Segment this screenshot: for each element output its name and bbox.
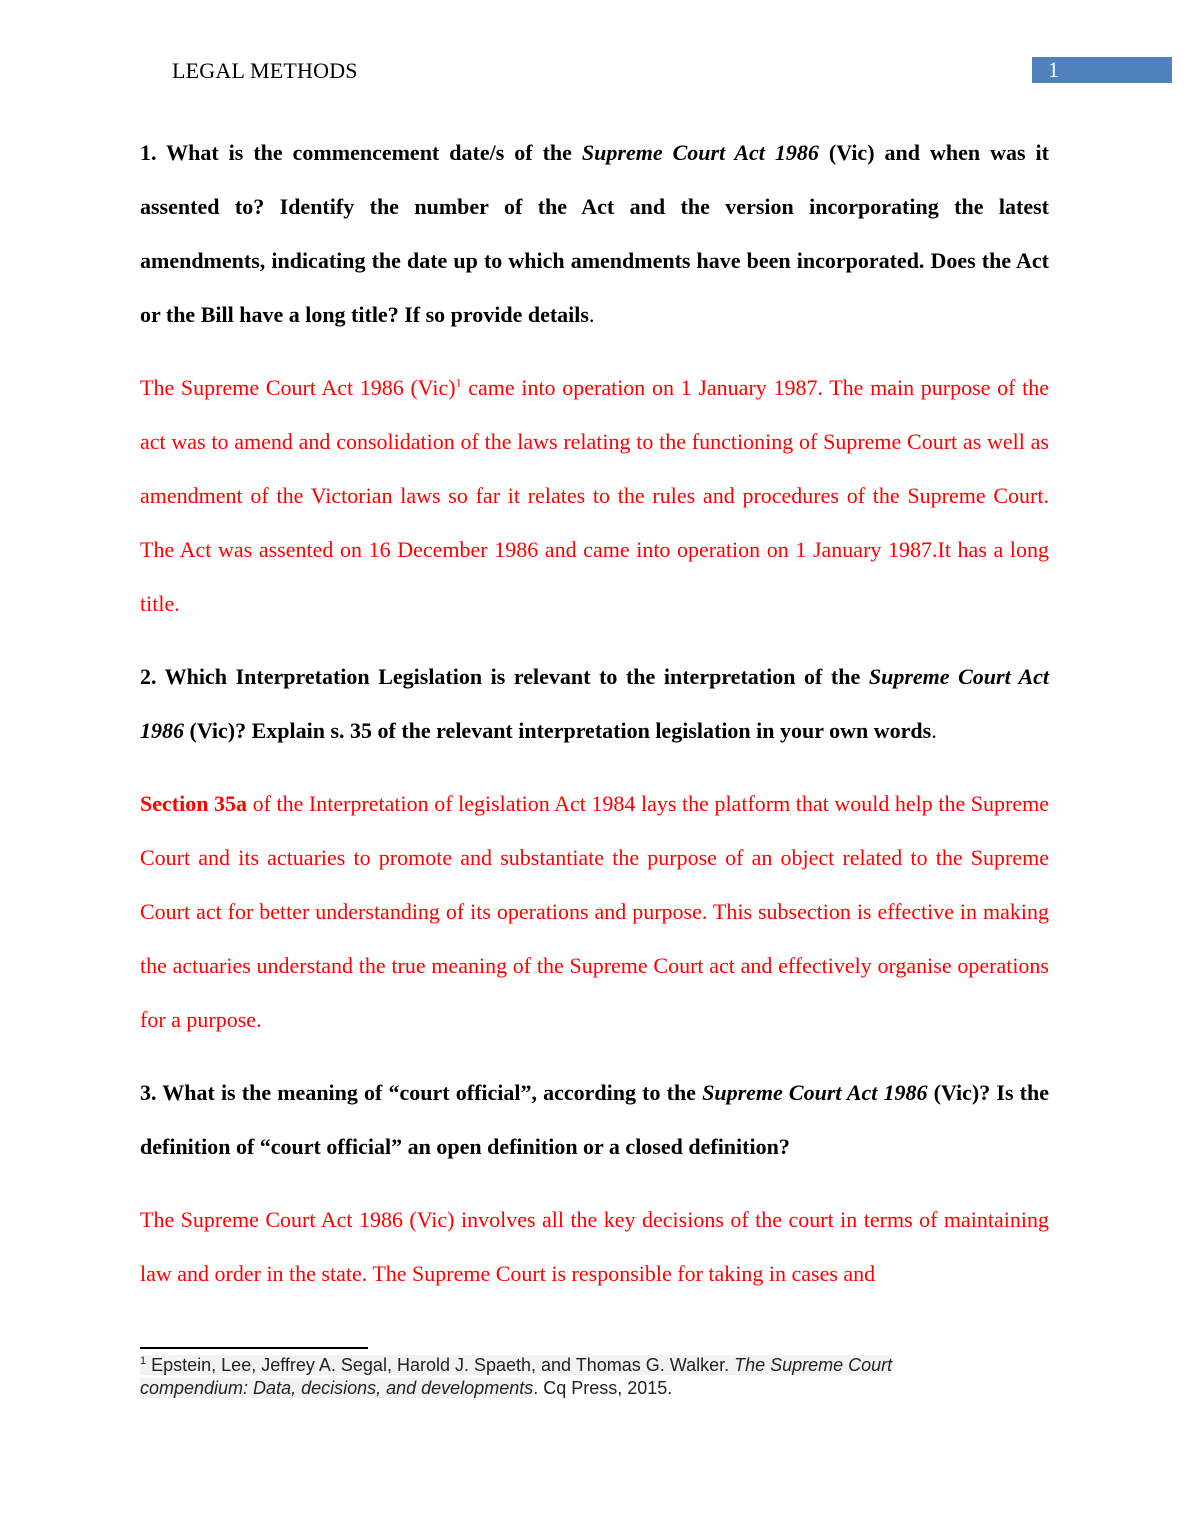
running-head-title: LEGAL METHODS bbox=[172, 58, 358, 83]
footnote bbox=[140, 1354, 970, 1400]
question-2 bbox=[140, 650, 1049, 758]
footnote-number: 1 bbox=[140, 1355, 147, 1367]
answer-1-text-cont: came into operation on 1 January 1987. The main purpose of the act was to amend and consolidation of the laws relating to the functioning of Supreme Court as well as amendment of the Victorian laws so far it relates to the rules and procedures of the Supreme Court. The Act was assented on 16 December 1986 and came into operation on 1 January 1987.It has a long title. bbox=[140, 375, 1049, 616]
footnote-cited-title: The Supreme Court compendium: Data, decisions, and developments bbox=[140, 1355, 893, 1398]
document-body bbox=[140, 126, 1049, 1301]
question-2-text-cont: (Vic)? Explain s. 35 of the relevant interpretation legislation in your own words bbox=[184, 718, 932, 743]
answer-3 bbox=[140, 1193, 1049, 1301]
question-1-period: . bbox=[588, 302, 595, 327]
question-1-act-title: Supreme Court Act 1986 bbox=[581, 140, 819, 165]
answer-1 bbox=[140, 361, 1049, 631]
answer-3-text: The Supreme Court Act 1986 (Vic) involves all the key decisions of the court in terms of maintaining law and order in the state. The Supreme Court is responsible for taking in cases and bbox=[140, 1207, 1049, 1286]
page-number-box bbox=[1032, 57, 1172, 83]
question-1 bbox=[140, 126, 1049, 342]
question-3 bbox=[140, 1066, 1049, 1174]
question-1-text-cont: (Vic) and when was it assented to? Identify the number of the Act and the version incorporating the latest amendments, indicating the date up to which amendments have been incorporated. Does the Act or the Bill have a long title? If so provide details bbox=[140, 140, 1049, 327]
answer-2-text: of the Interpretation of legislation Act 1984 lays the platform that would help the Supreme Court and its actuaries to promote and substantiate the purpose of an object related to the Supreme Court act for better understanding of its operations and purpose. This subsection is effective in making the actuaries understand the true meaning of the Supreme Court act and effectively organise operations for a purpose. bbox=[140, 791, 1049, 1032]
answer-2-section-label: Section 35a bbox=[140, 791, 248, 816]
question-3-text: 3. What is the meaning of “court official”, according to the bbox=[140, 1080, 703, 1105]
answer-2 bbox=[140, 777, 1049, 1047]
question-2-act-title: Supreme Court Act 1986 bbox=[140, 664, 1049, 743]
question-3-act-title: Supreme Court Act 1986 bbox=[702, 1080, 928, 1105]
question-3-text-cont: (Vic)? Is the definition of “court official” an open definition or a closed definition? bbox=[140, 1080, 1049, 1159]
footnote-separator bbox=[140, 1347, 368, 1349]
question-2-period: . bbox=[931, 718, 937, 743]
footnote-text: Epstein, Lee, Jeffrey A. Segal, Harold J. Spaeth, and Thomas G. Walker. bbox=[146, 1355, 735, 1375]
footnote-reference[interactable]: 1 bbox=[455, 375, 462, 390]
question-2-text: 2. Which Interpretation Legislation is relevant to the interpretation of the bbox=[140, 664, 869, 689]
answer-1-text: The Supreme Court Act 1986 (Vic) bbox=[140, 375, 456, 400]
footnote-text-end: . Cq Press, 2015. bbox=[533, 1378, 673, 1398]
question-1-text: 1. What is the commencement date/s of the bbox=[140, 140, 582, 165]
page-number: 1 bbox=[1048, 57, 1059, 82]
